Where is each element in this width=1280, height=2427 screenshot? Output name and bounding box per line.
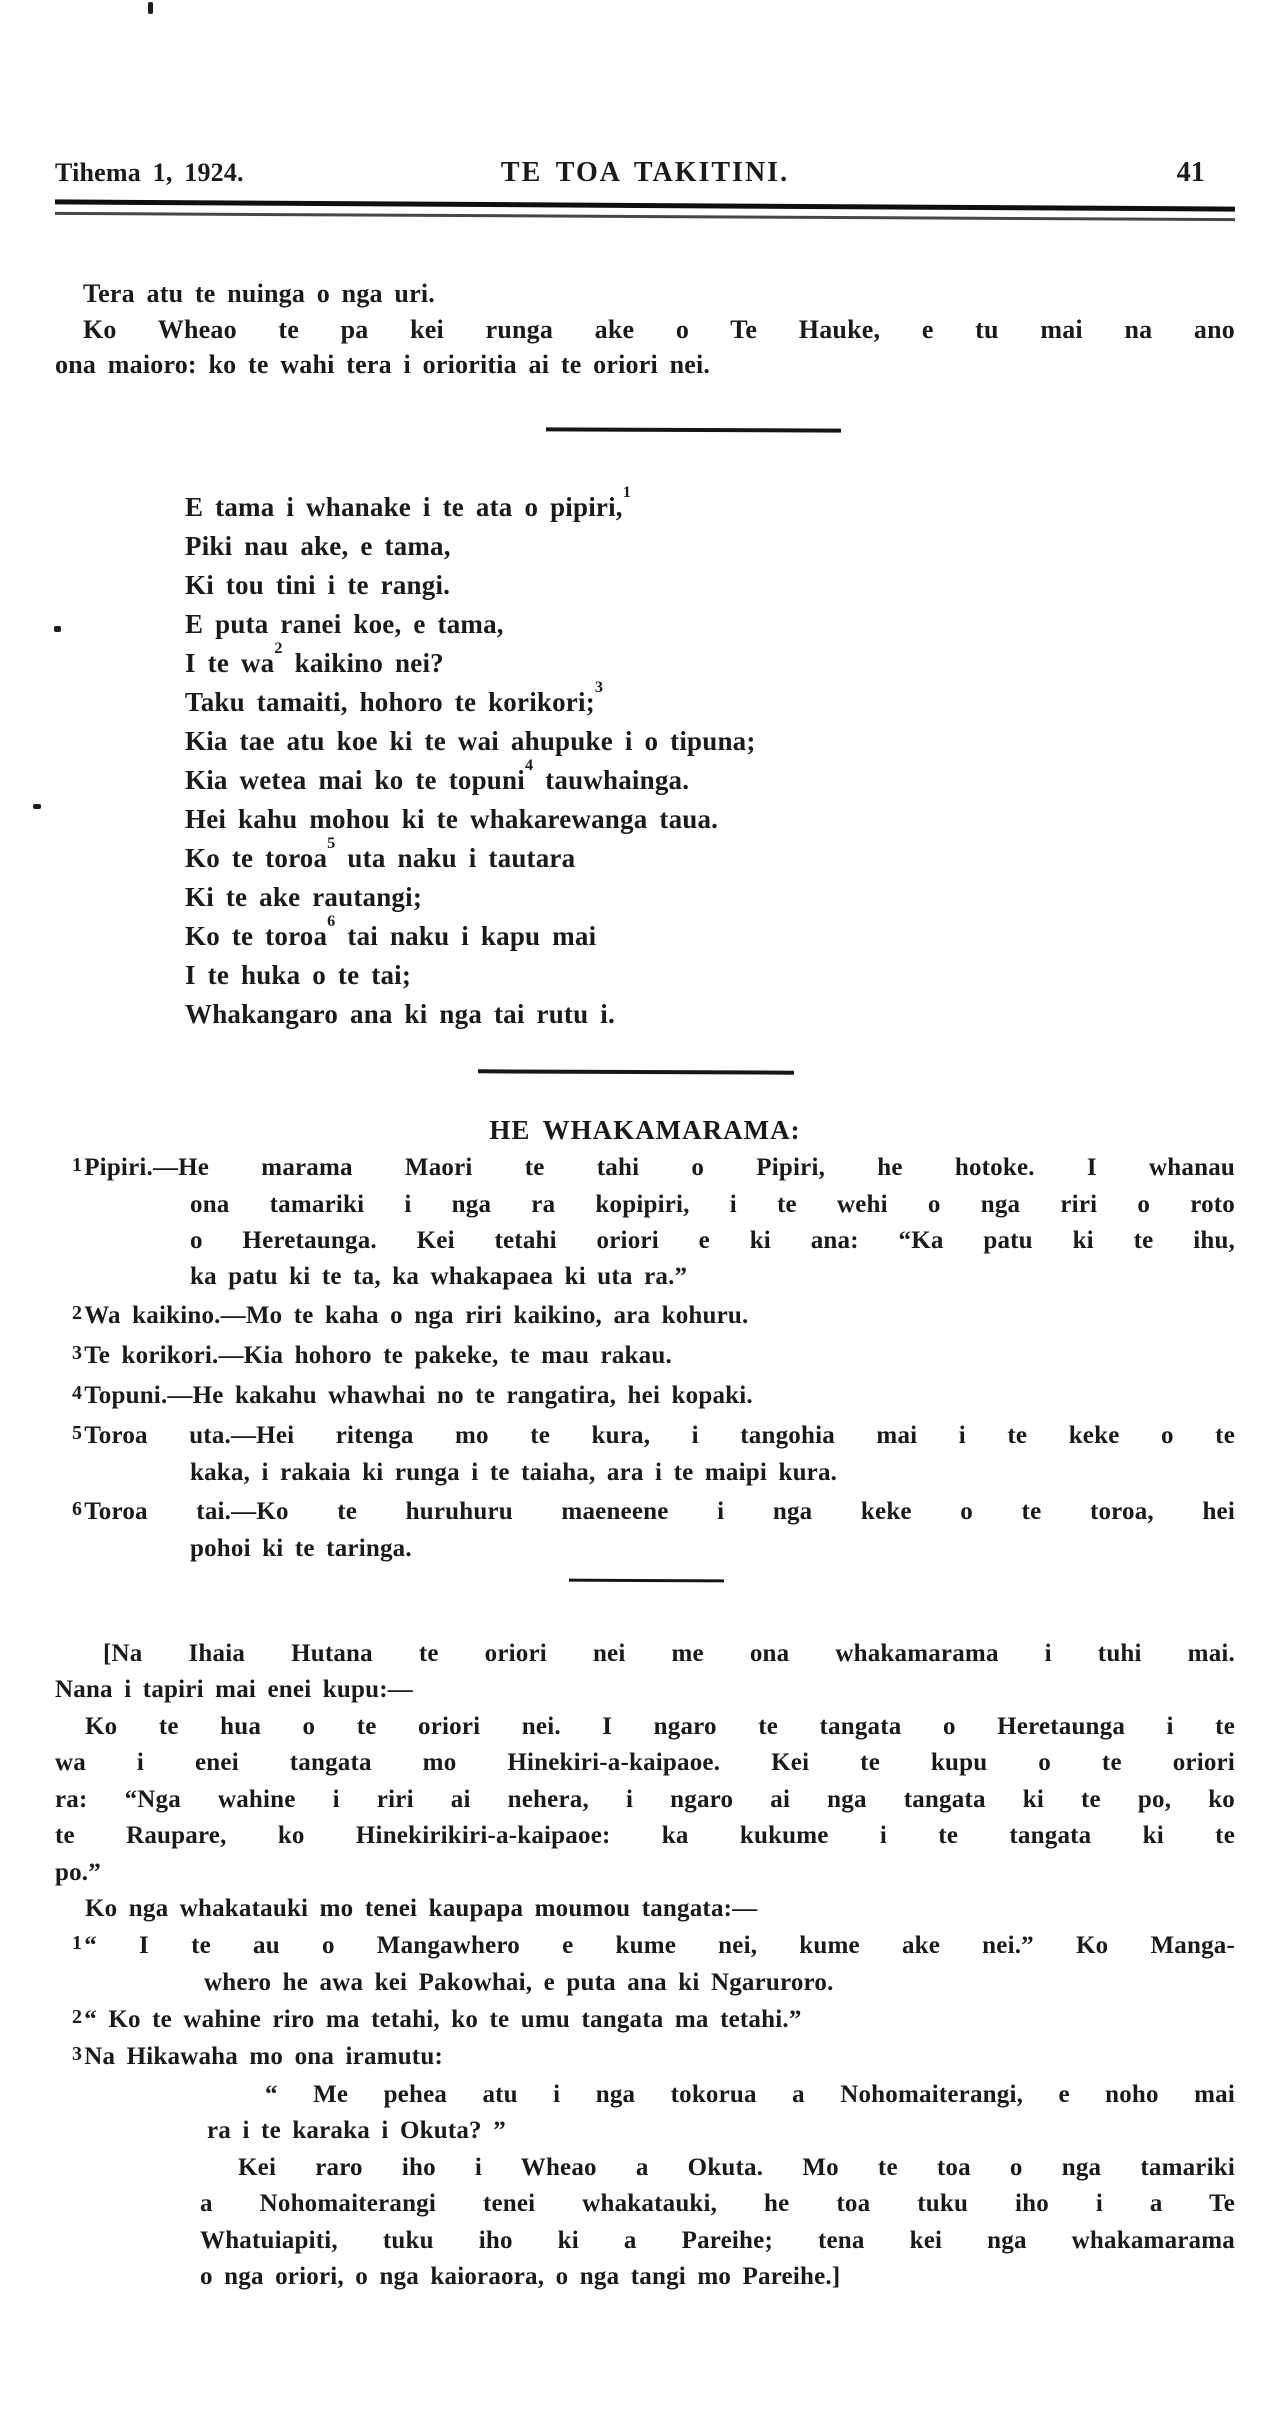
footnote-reference: 1 [622,482,632,501]
poem-line: Ko te toroa$^5$ uta naku i tautara [185,833,576,873]
notes-line: 1“ I te au o Mangawhero e kume nei, kume ake nei.” Ko Manga- [72,1931,1235,1959]
notes-line: wa i enei tangata mo Hinekiri-a-kaipaoe. Kei te kupu o te oriori [55,1749,1235,1776]
item-number: 1 [72,1931,83,1954]
intro-paragraphs [55,276,1235,383]
poem-line: I te $wa^2$ kaikino nei? [185,638,444,678]
oriori-poem [185,482,1235,1034]
notes-line: [Na Ihaia Hutana te oriori nei me ona whakamarama i tuhi mai. [103,1639,1235,1667]
item-number: 2 [72,1301,83,1324]
issue-date: Tihema 1, 1924. [55,158,244,187]
footnote-reference: 3 [594,677,604,696]
poem-line: Ki tou tini i te rangi. [185,569,451,600]
glossary-entry [55,1494,1235,1567]
glossary-line: 4Topuni.—He kakahu whawhai no te rangatira, hei kopaki. [72,1381,753,1409]
glossary-line: 2Wa kaikino.—Mo te kaha o nga riri kaikino, ara kohuru. [72,1301,749,1329]
notes-line: Kei raro iho i Wheao a Okuta. Mo te toa o nga tamariki [238,2153,1235,2181]
notes-closing [55,2150,1235,2296]
footnote-reference: 4 [524,755,534,774]
poem-line: E puta ranei koe, e tama, [185,608,504,639]
notes-line: te Raupare, ko Hinekirikiri-a-kaipaoe: ka kukume i te tangata ki te [55,1822,1235,1849]
notes-line: ra i te karaka i Okuta? ” [207,2117,506,2144]
poem-line: Whakangaro ana ki nga tai rutu i. [185,998,615,1029]
glossary-line: 6Toroa tai.—Ko te huruhuru maeneene i nga keke o te toroa, hei [72,1497,1235,1525]
notes-proverbs [55,1928,1235,2077]
glossary-line: pohoi ki te taringa. [190,1534,412,1562]
item-number: 2 [72,2005,83,2028]
section-divider [569,1578,724,1582]
glossary-line: 3Te korikori.—Kia hohoro te pakeke, te mau rakau. [72,1341,672,1369]
footnote-reference: 6 [327,911,336,930]
poem-line: Piki nau ake, e tama, [185,530,451,561]
poem-line: Kia tae atu koe ki te wai ahupuke i o tipuna; [185,725,756,756]
header-rule-thin [55,212,1235,221]
notes-line: Ko te hua o te oriori nei. I ngaro te tangata o Heretaunga i te [85,1712,1235,1740]
section-divider [478,1069,794,1074]
notes-line: “ Me pehea atu i nga tokorua a Nohomaiterangi, e noho mai [265,2080,1235,2108]
editor-notes [55,1636,1235,2296]
notes-line: 3Na Hikawaha mo ona iramutu: [72,2043,443,2070]
item-number: 3 [72,2043,83,2066]
page-header [55,0,1235,190]
glossary-entry [55,1150,1235,1295]
glossary-entry [55,1378,1235,1415]
notes-line: Nana i tapiri mai enei kupu:— [55,1676,413,1703]
notes-line: Ko nga whakatauki mo tenei kaupapa moumou tangata:— [85,1895,758,1922]
notes-line: 2“ Ko te wahine riro ma tetahi, ko te umu tangata ma tetahi.” [72,2005,802,2033]
glossary-heading: HE WHAKAMARAMA: [489,1114,801,1145]
intro-line: Ko Wheao te pa kei runga ake o Te Hauke, e tu mai na ano [83,314,1235,344]
item-number: 1 [72,1153,83,1176]
glossary-line: 1Pipiri.—He marama Maori te tahi o Pipiri, he hotoke. I whanau [72,1153,1235,1181]
glossary-line: kaka, i rakaia ki runga i te taiaha, ara i te maipi kura. [190,1458,838,1486]
glossary-line: 5Toroa uta.—Hei ritenga mo te kura, i tangohia mai i te keke o te [72,1421,1235,1449]
scan-artifact [33,804,41,809]
notes-line: a Nohomaiterangi tenei whakatauki, he toa tuku iho i a Te [200,2190,1235,2217]
glossary-line: o Heretaunga. Kei tetahi oriori e ki ana: “Ka patu ki te ihu, [190,1226,1235,1254]
scan-artifact [54,626,61,632]
glossary-entry [55,1298,1235,1335]
section-divider [546,427,841,432]
glossary-line: ona tamariki i nga ra kopipiri, i te wehi o nga riri o roto [190,1190,1235,1218]
poem-line: Kia wetea mai ko te topuni$^4$ tauwhainga. [185,755,690,795]
footnote-reference: 2 [274,638,283,657]
notes-paragraph1 [55,1709,1235,1892]
page-number: 41 [1176,157,1205,188]
notes-line: ra: “Nga wahine i riri ai nehera, i ngaro ai nga tangata ki te po, ko [55,1785,1235,1813]
glossary-entry [55,1338,1235,1375]
intro-line: ona maioro: ko te wahi tera i orioritia ai te oriori nei. [55,350,711,379]
item-number: 3 [72,1341,83,1364]
glossary-line: ka patu ki te ta, ka whakapaea ki uta ra.” [190,1262,688,1290]
intro-line: Tera atu te nuinga o nga uri. [83,279,435,308]
poem-line: Ki te ake rautangi; [185,881,423,912]
notes-paragraph2 [55,1891,1235,1928]
glossary-entries [55,1150,1235,1567]
notes-line: o nga oriori, o nga kaioraora, o nga tangi mo Pareihe.] [200,2263,841,2290]
glossary-entry [55,1418,1235,1491]
item-number: 6 [72,1497,83,1520]
notes-attribution [55,1636,1235,1709]
poem-line: E tama i whanake i te ata o pipiri,$^1$ [185,482,632,522]
notes-quote [55,2077,1235,2150]
poem-line: Hei kahu mohou ki te whakarewanga taua. [185,803,719,834]
item-number: 5 [72,1421,83,1444]
notes-line: Whatuiapiti, tuku iho ki a Pareihe; tena kei nga whakamarama [200,2226,1235,2254]
masthead-title: TE TOA TAKITINI. [500,157,790,188]
footnote-reference: 5 [327,833,336,852]
poem-line: Ko te toroa$^6$ tai naku i kapu mai [185,911,597,951]
notes-line: po.” [55,1858,101,1886]
poem-line: I te huka o te tai; [185,959,412,990]
notes-line: whero he awa kei Pakowhai, e puta ana ki Ngaruroro. [204,1969,834,1996]
poem-line: Taku tamaiti, hohoro te korikori;$^3$ [185,677,604,717]
header-rule-thick [55,199,1235,211]
item-number: 4 [72,1381,83,1404]
